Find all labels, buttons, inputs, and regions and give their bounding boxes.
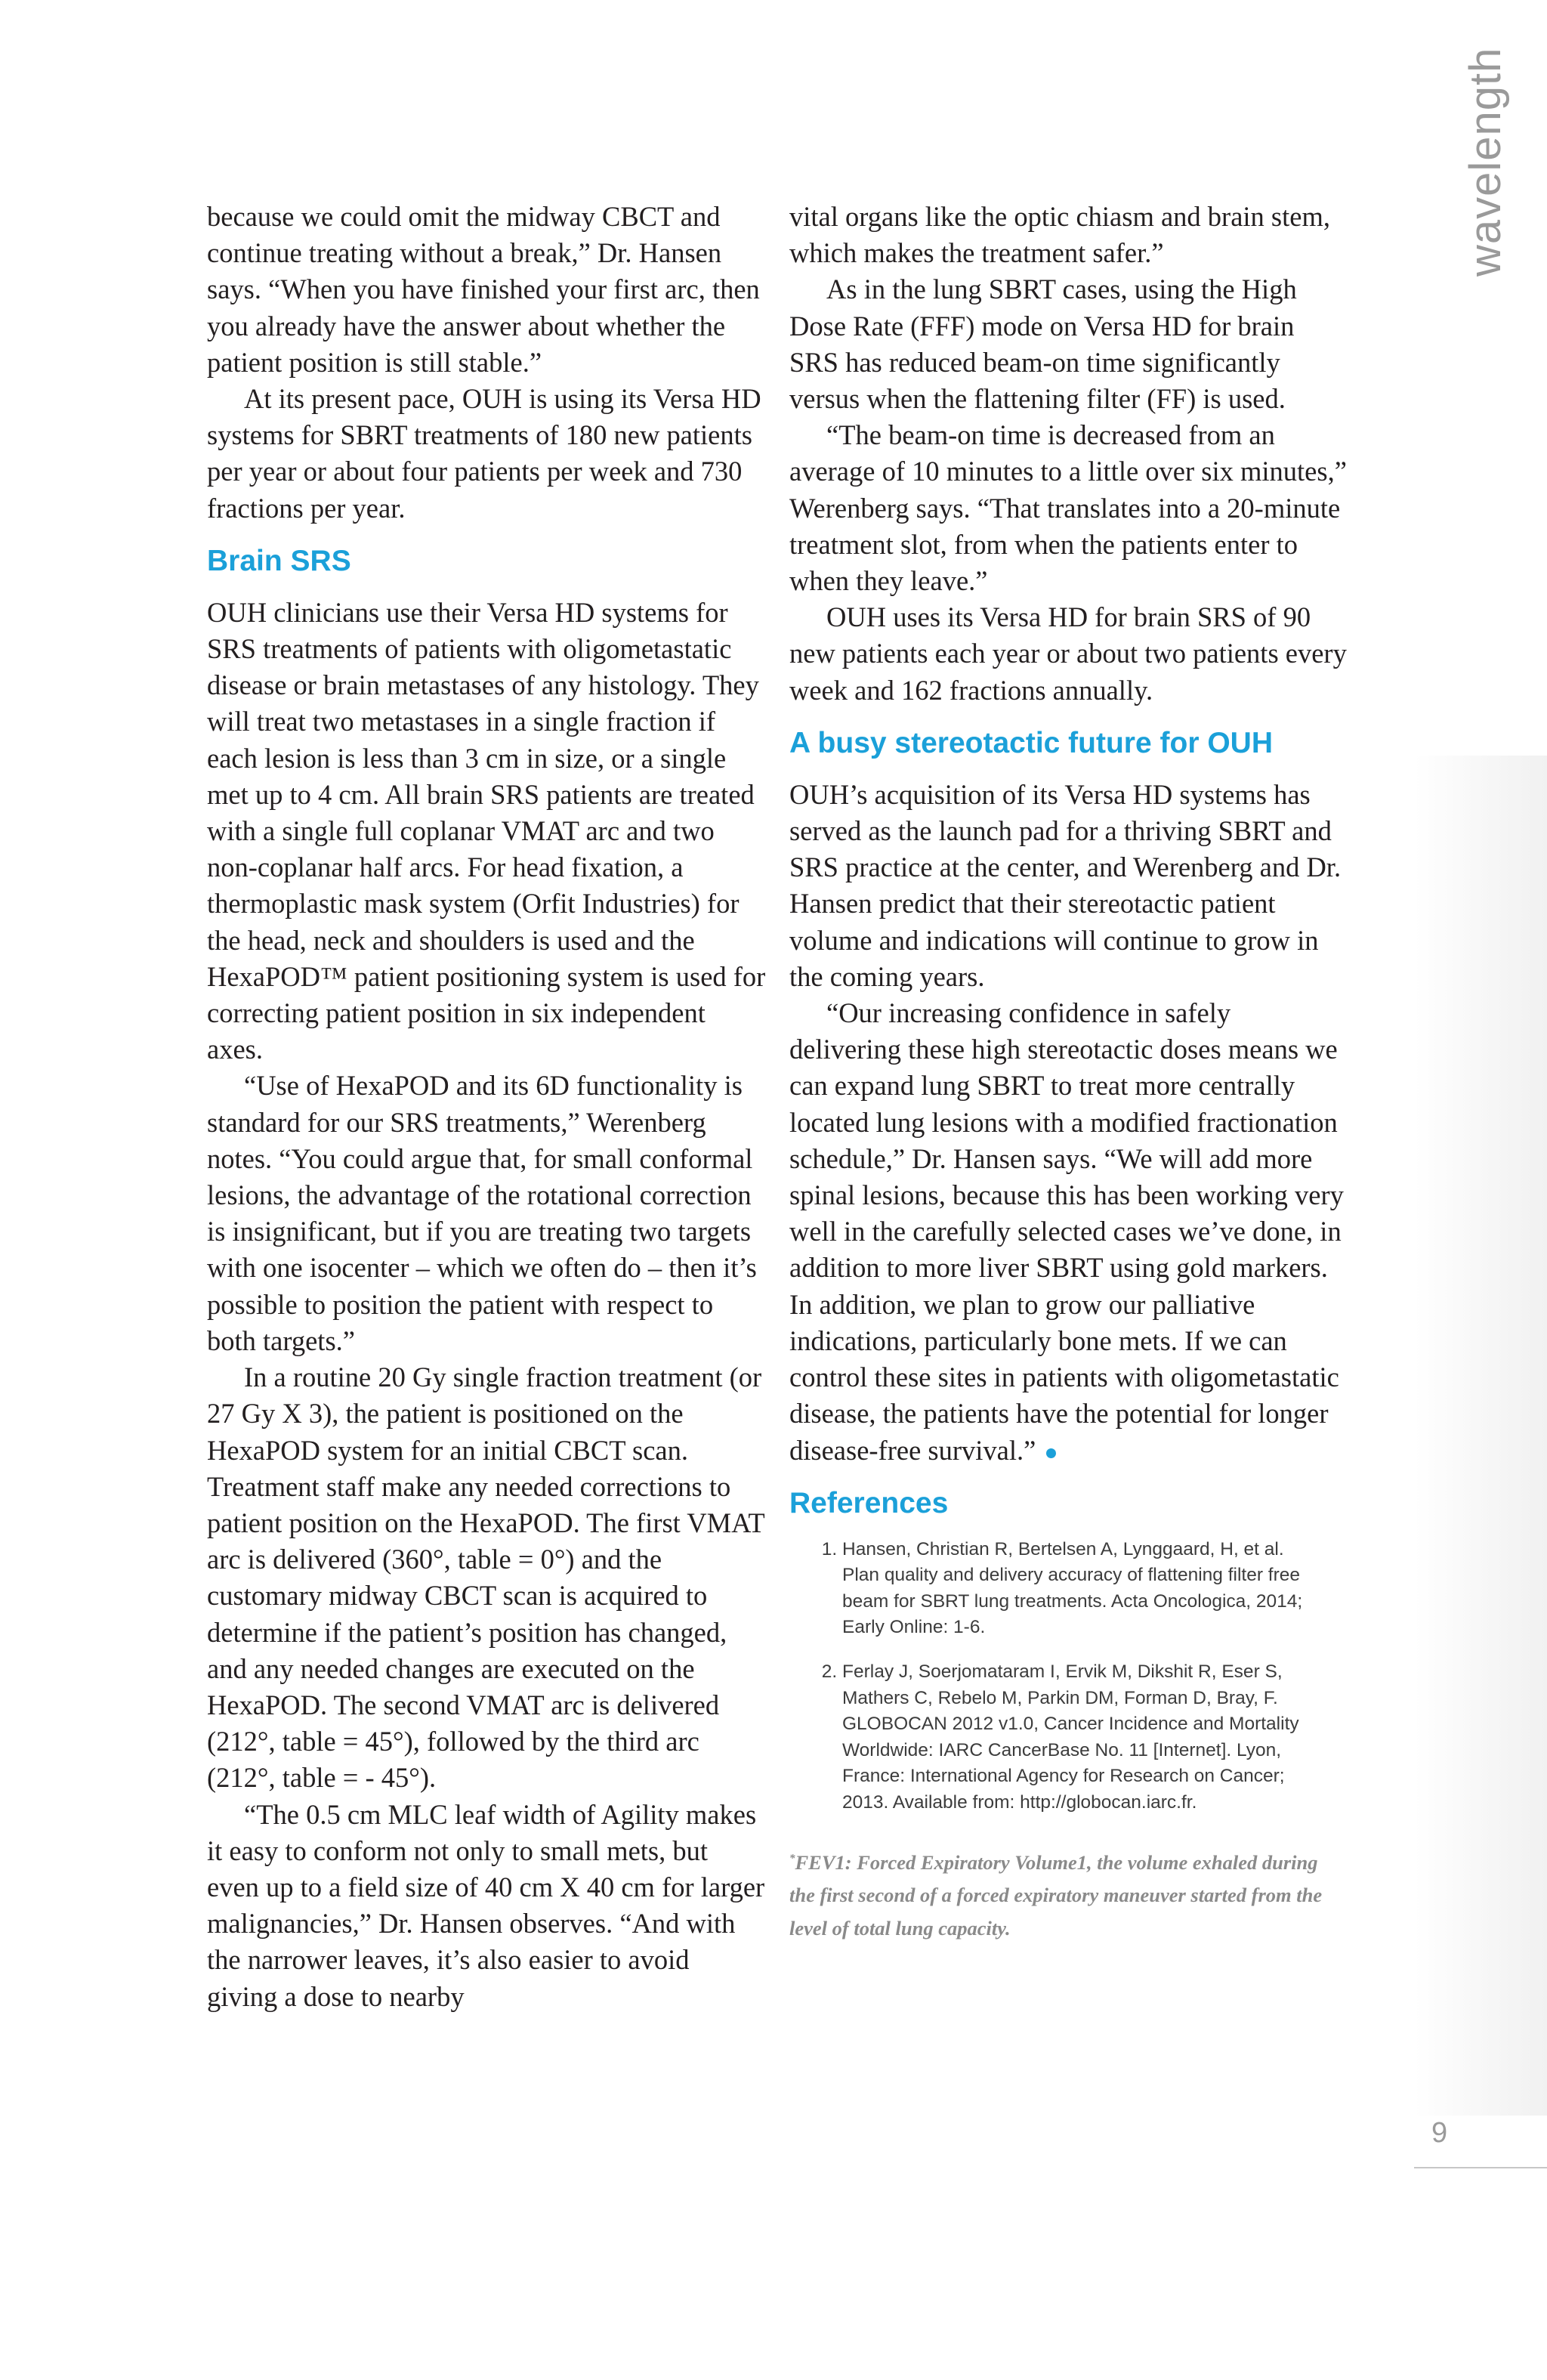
footnote-mark: *	[789, 1852, 795, 1865]
paragraph: At its present pace, OUH is using its Versa HD systems for SBRT treatments of 180 new patients per year or about four patients per week and 730 fractions per year.	[207, 383, 761, 524]
paragraph	[789, 777, 1348, 995]
wavelength-logo: wavelength	[1461, 47, 1510, 277]
paragraph: OUH clinicians use their Versa HD systems for SRS treatments of patients with oligometastatic disease or brain metastases of any histology. They will treat two metastases in a single fraction if each lesion is less than 3 cm in size, or a single met up to 4 cm. All brain SRS patients are treated with a single full coplanar VMAT arc and two non-coplanar half arcs. For head fixation, a thermoplastic mask system (Orfit Industries) for the head, neck and shoulders is used and the HexaPOD™ patient positioning system is used for correcting patient position in six independent axes.	[207, 596, 766, 1065]
section-heading-brain-srs: Brain SRS	[207, 544, 351, 577]
paragraph: In a routine 20 Gy single fraction treatment (or 27 Gy X 3), the patient is positioned on the HexaPOD system for an initial CBCT scan. Treatment staff make any needed corrections to patient position on the HexaPOD. The first VMAT arc is delivered (360°, table = 0°) and the customary midway CBCT scan is acquired to determine if the patient’s position has changed, and any needed changes are executed on the HexaPOD. The second VMAT arc is delivered (212°, table = 45°), followed by the third arc (212°, table = - 45°).	[207, 1362, 765, 1794]
footnote-text: FEV1: Forced Expiratory Volume1, the volume exhaled during the first second of a forced expiratory maneuver started from the level of total lung capacity.	[789, 1850, 1323, 1940]
page-number-rule	[1414, 2167, 1547, 2168]
section-heading-future: A busy stereotactic future for OUH	[789, 726, 1273, 759]
footnote	[789, 1842, 1333, 1946]
left-column	[207, 199, 766, 2015]
paragraph: As in the lung SBRT cases, using the High Dose Rate (FFF) mode on Versa HD for brain SRS has reduced beam-on time significantly versus when the flattening filter (FF) is used.	[789, 274, 1297, 415]
reference-item: 2. Ferlay J, Soerjomataram I, Ervik M, Dikshit R, Eser S, Mathers C, Rebelo M, Parkin DM, Forman D, Bray, F. GLOBOCAN 2012 v1.0, Cancer Incidence and Mortality Worldwide: IARC CancerBase No. 11 [Internet]. Lyon, France: International Agency for Research on Cancer; 2013. Available from: http://globocan.iarc.fr.	[842, 1659, 1311, 1816]
paragraph-text: OUH’s acquisition of its Versa HD systems has served as the launch pad for a thriving SBRT and SRS practice at the center, and Werenberg and Dr. Hansen predict that their stereotactic patient volume and indications will continue to grow in the coming years.	[789, 778, 1342, 992]
paragraph: “The beam-on time is decreased from an average of 10 minutes to a little over six minutes,” Werenberg says. “That translates into a 20-minute treatment slot, from when the patients enter to when they leave.”	[789, 419, 1347, 597]
section-heading-references: References	[789, 1486, 949, 1519]
paragraph: vital organs like the optic chiasm and brain stem, which makes the treatment safer.”	[789, 201, 1330, 269]
references-list	[789, 1537, 1311, 1816]
paragraph: “The 0.5 cm MLC leaf width of Agility makes it easy to conform not only to small mets, but even up to a field size of 40 cm X 40 cm for larger malignancies,” Dr. Hansen observes. “And with the narrower leaves, it’s also easier to avoid giving a dose to nearby	[207, 1798, 765, 2012]
paragraph: because we could omit the midway CBCT and continue treating without a break,” Dr. Hansen says. “When you have finished your first arc, then you already have the answer about whether the patient position is still stable.”	[207, 201, 760, 378]
paragraph: “Use of HexaPOD and its 6D functionality is standard for our SRS treatments,” Werenberg notes. “You could argue that, for small conformal lesions, the advantage of the rotational correction is insignificant, but if you are treating two targets with one isocenter – which we often do – then it’s possible to position the patient with respect to both targets.”	[207, 1070, 757, 1356]
reference-item: 1. Hansen, Christian R, Bertelsen A, Lynggaard, H, et al. Plan quality and delivery accuracy of flattening filter free beam for SBRT lung treatments. Acta Oncologica, 2014; Early Online: 1-6.	[842, 1537, 1311, 1641]
side-shade-band	[1414, 756, 1547, 2116]
page-number: 9	[1431, 2117, 1448, 2149]
paragraph-text: “Our increasing confidence in safely delivering these high stereotactic doses means we can expand lung SBRT to treat more centrally located lung lesions with a modified fractionation schedule,” Dr. Hansen says. “We will add more spinal lesions, because this has been working very well in the carefully selected cases we’ve done, in addition to more liver SBRT using gold markers. In addition, we plan to grow our palliative indications, particularly bone mets. If we can control these sites in patients with oligometastatic disease, the patients have the potential for longer disease-free survival.”	[789, 997, 1344, 1466]
paragraph-last	[789, 995, 1348, 1469]
end-mark-icon	[1046, 1448, 1056, 1458]
right-column	[789, 199, 1348, 1945]
paragraph: OUH uses its Versa HD for brain SRS of 90 new patients each year or about two patients every week and 162 fractions annually.	[789, 601, 1347, 706]
